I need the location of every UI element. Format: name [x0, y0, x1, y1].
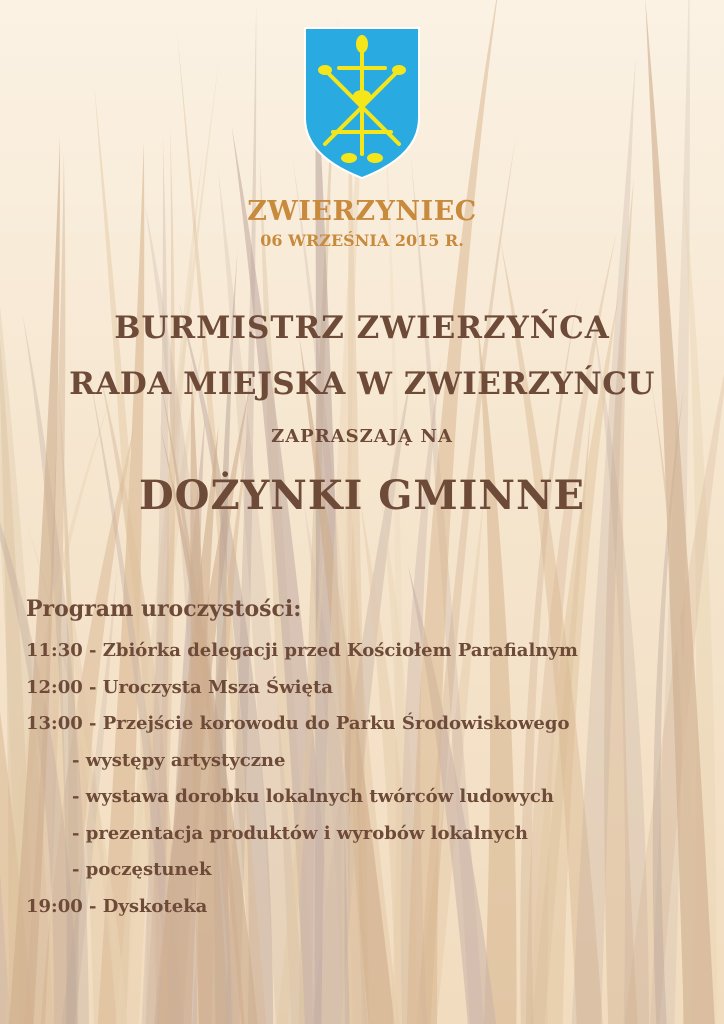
town-name: ZWIERZYNIEC	[247, 196, 477, 227]
program-item: 13:00 - Przejście korowodu do Parku Środowiskowego	[26, 713, 570, 734]
program-list	[26, 638, 578, 930]
invitation-line-1: BURMISTRZ ZWIERZYŃCA	[114, 310, 610, 346]
invitation-line-3: ZAPRASZAJĄ NA	[271, 426, 453, 447]
event-title: DOŻYNKI GMINNE	[138, 472, 585, 519]
program-item: 12:00 - Uroczysta Msza Święta	[26, 676, 333, 698]
program-item: 11:30 - Zbiórka delegacji przed Kościołem Parafialnym	[26, 640, 578, 661]
program-subitem: - wystawa dorobku lokalnych twórców ludowych	[72, 786, 554, 807]
program-heading: Program uroczystości:	[26, 596, 302, 622]
program-subitem: - prezentacja produktów i wyrobów lokalnych	[72, 822, 529, 844]
event-date: 06 WRZEŚNIA 2015 R.	[260, 231, 464, 250]
coat-of-arms-icon	[303, 26, 421, 180]
program-subitem: - poczęstunek	[72, 859, 212, 880]
invitation-line-2: RADA MIEJSKA W ZWIERZYŃCU	[69, 366, 655, 402]
program-subitem: - występy artystyczne	[72, 749, 286, 771]
program-item: 19:00 - Dyskoteka	[26, 895, 208, 917]
